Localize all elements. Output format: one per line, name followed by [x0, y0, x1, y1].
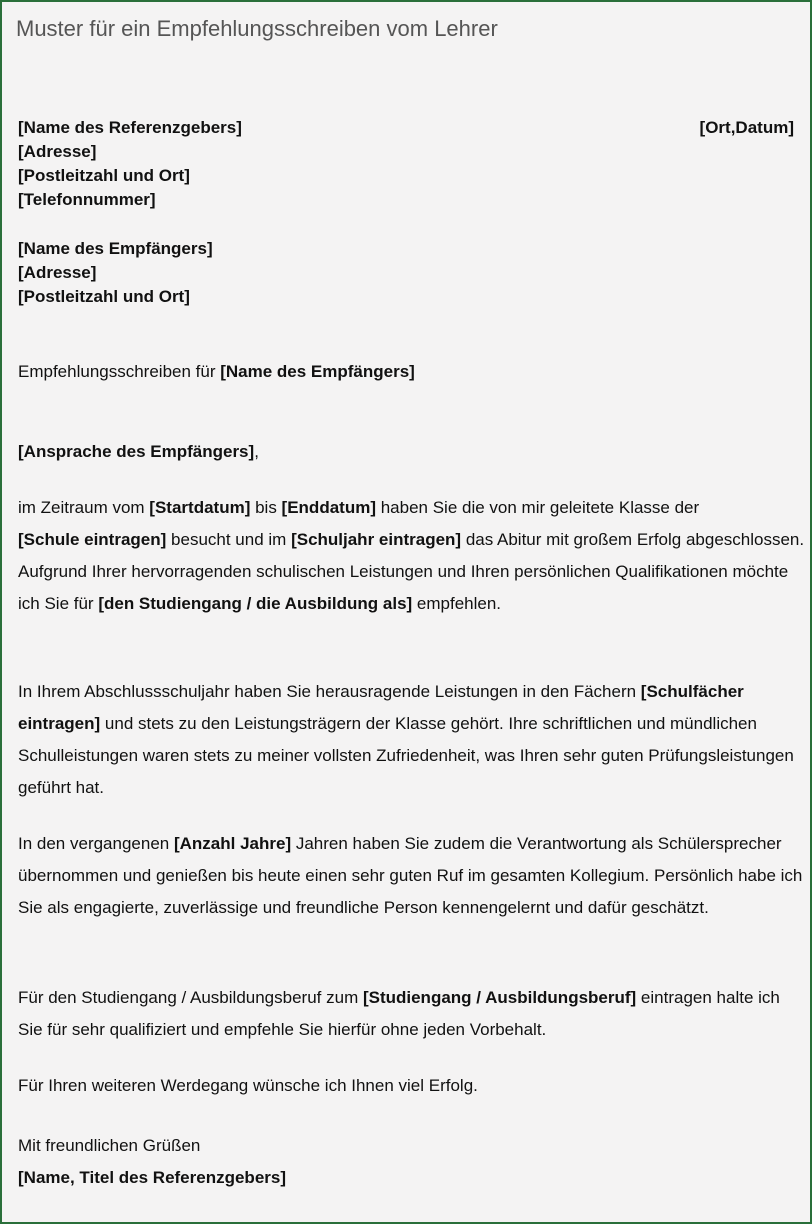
signature-placeholder: [Name, Titel des Referenzgebers]: [18, 1168, 286, 1187]
p1-text-2: bis: [250, 498, 282, 517]
recipient-name: [Name des Empfängers]: [18, 239, 213, 258]
subject-line: [18, 360, 415, 384]
signature: [18, 1162, 286, 1194]
sender-address: [Adresse]: [18, 142, 97, 161]
p1-enddatum: [Enddatum]: [281, 498, 376, 517]
sender-block: [18, 116, 242, 212]
p3-text-2: Jahren haben Sie zudem die Verantwortung als Schülersprecher übernommen und genießen bis heute einen sehr guten Ruf im gesamten Kollegium. Persönlich habe ich Sie als engagierte, zuverlässige und freundliche Person kennengelernt und dafür geschätzt.: [18, 834, 803, 917]
salutation-placeholder: [Ansprache des Empfängers]: [18, 442, 255, 461]
p1-text-5: das Abitur mit großem Erfolg abgeschlossen. Aufgrund Ihrer hervorragenden schulischen Leistungen und Ihren persönlichen Qualifikationen möchte ich Sie für: [18, 530, 805, 613]
p1-schuljahr: [Schuljahr eintragen]: [291, 530, 462, 549]
p1-text-6: empfehlen.: [412, 594, 502, 613]
salutation: [18, 440, 259, 464]
place-date: [Ort,Datum]: [699, 118, 794, 137]
p4-studiengang: [Studiengang / Ausbildungsberuf]: [362, 988, 637, 1007]
p2-schulfaecher: [Schulfächer eintragen]: [18, 682, 744, 733]
paragraph-4: [18, 982, 808, 1046]
p1-startdatum: [Startdatum]: [149, 498, 251, 517]
paragraph-5: Für Ihren weiteren Werdegang wünsche ich Ihnen viel Erfolg.: [18, 1076, 478, 1095]
subject-text: Empfehlungsschreiben für: [18, 362, 221, 381]
sender-name: [Name des Referenzgebers]: [18, 118, 242, 137]
p2-text-1: In Ihrem Abschlussschuljahr haben Sie herausragende Leistungen in den Fächern: [18, 682, 641, 701]
recipient-postal: [Postleitzahl und Ort]: [18, 287, 190, 306]
p4-text-2: eintragen halte ich Sie für sehr qualifiziert und empfehle Sie hierfür ohne jeden Vorbehalt.: [18, 988, 780, 1039]
p1-text-1: im Zeitraum vom: [18, 498, 150, 517]
sender-postal: [Postleitzahl und Ort]: [18, 166, 190, 185]
page-title: Muster für ein Empfehlungsschreiben vom Lehrer: [16, 16, 498, 41]
p1-text-3: haben Sie die von mir geleitete Klasse der: [375, 498, 700, 517]
closing-block: [18, 1130, 286, 1194]
p1-text-4: besucht und im: [166, 530, 292, 549]
subject-placeholder: [Name des Empfängers]: [220, 362, 415, 381]
sender-phone: [Telefonnummer]: [18, 190, 156, 209]
p2-text-2: und stets zu den Leistungsträgern der Klasse gehört. Ihre schriftlichen und mündlichen Schulleistungen waren stets zu meiner vollsten Zufriedenheit, was Ihren sehr guten Prüfungsleistungen geführt hat.: [18, 714, 794, 797]
recipient-address: [Adresse]: [18, 263, 97, 282]
paragraph-1: [18, 492, 808, 620]
p3-text-1: In den vergangenen: [18, 834, 174, 853]
paragraph-3: [18, 828, 808, 924]
p4-text-1: Für den Studiengang / Ausbildungsberuf zum: [18, 988, 363, 1007]
salutation-suffix: ,: [254, 442, 259, 461]
recipient-block: [18, 237, 213, 309]
p1-studiengang: [den Studiengang / die Ausbildung als]: [98, 594, 413, 613]
p3-anzahl-jahre: [Anzahl Jahre]: [173, 834, 292, 853]
closing-greeting: Mit freundlichen Grüßen: [18, 1136, 201, 1155]
p1-schule: [Schule eintragen]: [18, 530, 167, 549]
paragraph-2: [18, 676, 808, 804]
